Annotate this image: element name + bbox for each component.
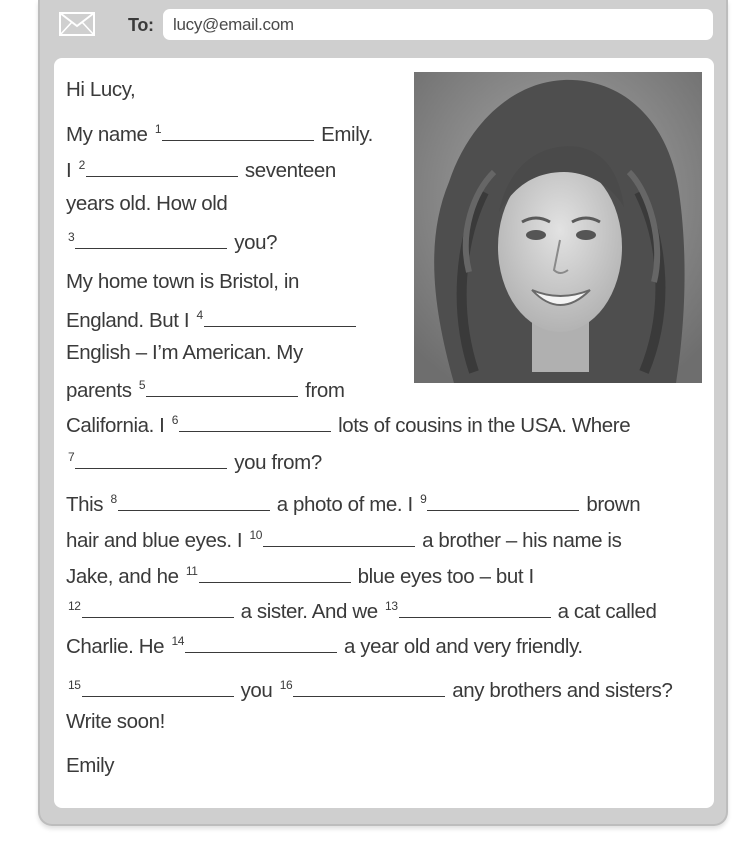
letter-greeting: Hi Lucy, (66, 78, 136, 101)
letter-text: you from? (234, 451, 322, 474)
letter-text: California. I (66, 414, 170, 437)
blank-12[interactable] (82, 597, 234, 618)
blank-7[interactable] (75, 448, 227, 469)
blank-number: 1 (154, 122, 162, 136)
letter-text: a cat called (557, 600, 657, 623)
letter-text: brown (586, 493, 641, 516)
blank-number: 6 (171, 413, 179, 427)
letter-text: you? (234, 231, 278, 254)
blank-14[interactable] (185, 632, 337, 653)
blank-6[interactable] (179, 411, 331, 432)
envelope-icon (59, 12, 95, 36)
letter-line (66, 120, 373, 147)
blank-number: 12 (68, 599, 81, 613)
blank-9[interactable] (427, 490, 579, 511)
blank-11[interactable] (199, 562, 351, 583)
letter-line (66, 411, 630, 438)
letter-line (66, 376, 345, 403)
blank-number: 13 (385, 599, 398, 613)
letter-line: My home town is Bristol, in (66, 270, 299, 293)
blank-2[interactable] (86, 156, 238, 177)
blank-1[interactable] (162, 120, 314, 141)
letter-line (66, 228, 277, 255)
letter-line (66, 526, 621, 553)
recipient-value: lucy@email.com (173, 15, 294, 34)
blank-8[interactable] (118, 490, 270, 511)
blank-number: 10 (249, 528, 263, 542)
letter-text: hair and blue eyes. I (66, 529, 248, 552)
blank-10[interactable] (263, 526, 415, 547)
letter-text: from (305, 379, 345, 402)
blank-4[interactable] (204, 306, 356, 327)
letter-line: years old. How old (66, 192, 228, 215)
letter-line (66, 676, 672, 703)
letter-text: you (240, 679, 278, 702)
blank-number: 16 (279, 678, 293, 692)
blank-16[interactable] (293, 676, 445, 697)
letter-text: Charlie. He (66, 635, 170, 658)
letter-text: My name (66, 123, 153, 146)
letter-text: a year old and very friendly. (344, 635, 583, 658)
letter-line (66, 597, 657, 624)
letter-text: a photo of me. I (276, 493, 419, 516)
letter-line (66, 306, 363, 333)
letter-text: Emily. (321, 123, 373, 146)
blank-number: 3 (68, 230, 75, 244)
blank-number: 7 (68, 450, 75, 464)
letter-text: any brothers and sisters? (452, 679, 673, 702)
letter-closing: Write soon! (66, 710, 165, 733)
blank-number: 14 (171, 634, 184, 648)
recipient-field[interactable] (163, 9, 713, 40)
letter-text: Jake, and he (66, 565, 184, 588)
letter-text: a brother – his name is (422, 529, 622, 552)
blank-5[interactable] (146, 376, 298, 397)
letter-line (66, 156, 336, 183)
letter-text: seventeen (244, 159, 336, 182)
letter-line: English – I’m American. My (66, 341, 303, 364)
blank-number: 2 (78, 158, 85, 172)
blank-15[interactable] (82, 676, 234, 697)
blank-number: 15 (68, 678, 81, 692)
blank-number: 8 (110, 492, 117, 506)
letter-text: a sister. And we (240, 600, 384, 623)
letter-text: lots of cousins in the USA. Where (338, 414, 631, 437)
letter-text: I (66, 159, 77, 182)
blank-number: 4 (196, 308, 203, 322)
letter-text: parents (66, 379, 137, 402)
letter-text: England. But I (66, 309, 195, 332)
letter-line (66, 490, 640, 517)
letter-text: blue eyes too – but I (357, 565, 534, 588)
letter-line (66, 632, 583, 659)
blank-number: 5 (138, 378, 146, 392)
blank-number: 9 (420, 492, 427, 506)
photo-of-emily (414, 72, 702, 383)
blank-number: 11 (185, 564, 198, 578)
blank-13[interactable] (399, 597, 551, 618)
blank-3[interactable] (75, 228, 227, 249)
letter-signature: Emily (66, 754, 115, 777)
letter-line (66, 448, 322, 475)
to-label: To: (128, 15, 154, 35)
letter-line (66, 562, 534, 589)
letter-text: This (66, 493, 109, 516)
